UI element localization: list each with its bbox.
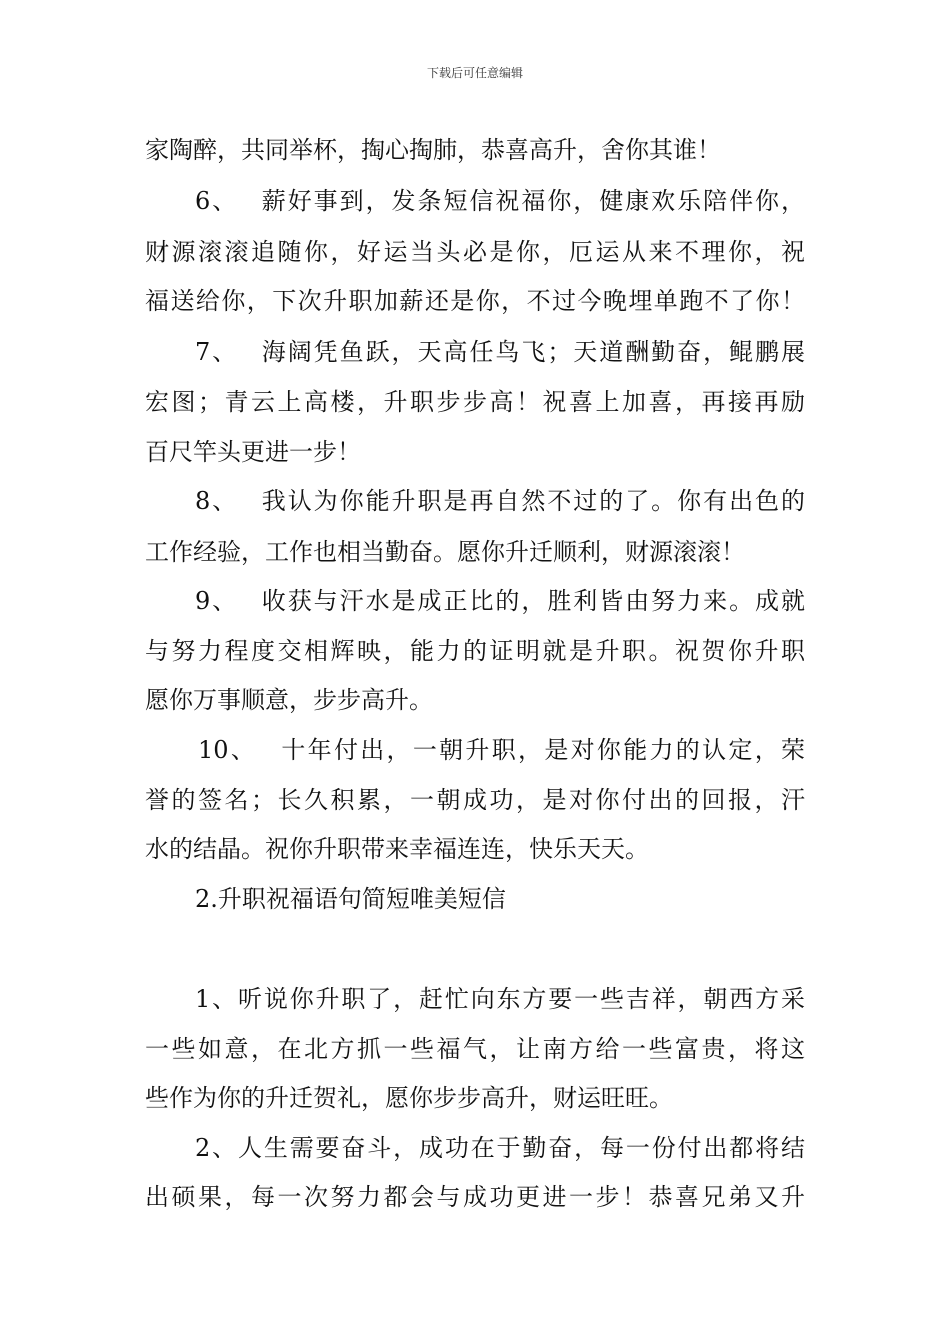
text-line: 宏图；青云上高楼，升职步步高！祝喜上加喜，再接再励: [145, 388, 805, 416]
text-line: 家陶醉，共同举杯，掏心掏肺，恭喜高升，舍你其谁！: [145, 136, 721, 164]
text-line: 愿你万事顺意，步步高升。: [145, 686, 433, 714]
text-line: 出硕果，每一次努力都会与成功更进一步！恭喜兄弟又升: [145, 1183, 805, 1211]
list-item-1: 1、听说你升职了，赶忙向东方要一些吉祥，朝西方采: [195, 985, 805, 1013]
text-line: 百尺竿头更进一步！: [145, 438, 361, 466]
text-line: 誉的签名；长久积累，一朝成功，是对你付出的回报，汗: [145, 786, 805, 814]
text-line: 水的结晶。祝你升职带来幸福连连，快乐天天。: [145, 835, 649, 863]
list-item-8: 8、 我认为你能升职是再自然不过的了。你有出色的: [195, 487, 805, 515]
text-line: 与努力程度交相辉映，能力的证明就是升职。祝贺你升职: [145, 637, 805, 665]
list-item-7: 7、 海阔凭鱼跃，天高任鸟飞；天道酬勤奋，鲲鹏展: [195, 338, 805, 366]
page-header: 下载后可任意编辑: [426, 66, 523, 80]
section-heading: 2.升职祝福语句简短唯美短信: [195, 885, 506, 913]
list-item-10: 10、 十年付出，一朝升职，是对你能力的认定，荣: [198, 736, 805, 764]
text-line: 一些如意，在北方抓一些福气，让南方给一些富贵，将这: [145, 1035, 805, 1063]
list-item-9: 9、 收获与汗水是成正比的，胜利皆由努力来。成就: [195, 587, 805, 615]
list-item-6: 6、 薪好事到，发条短信祝福你，健康欢乐陪伴你，: [195, 187, 805, 215]
text-line: 福送给你，下次升职加薪还是你，不过今晚埋单跑不了你！: [145, 287, 805, 315]
text-line: 财源滚滚追随你，好运当头必是你，厄运从来不理你，祝: [145, 238, 805, 266]
text-line: 工作经验，工作也相当勤奋。愿你升迁顺利，财源滚滚！: [145, 538, 745, 566]
text-line: 些作为你的升迁贺礼，愿你步步高升，财运旺旺。: [145, 1084, 673, 1112]
list-item-2: 2、人生需要奋斗，成功在于勤奋，每一份付出都将结: [195, 1134, 805, 1162]
